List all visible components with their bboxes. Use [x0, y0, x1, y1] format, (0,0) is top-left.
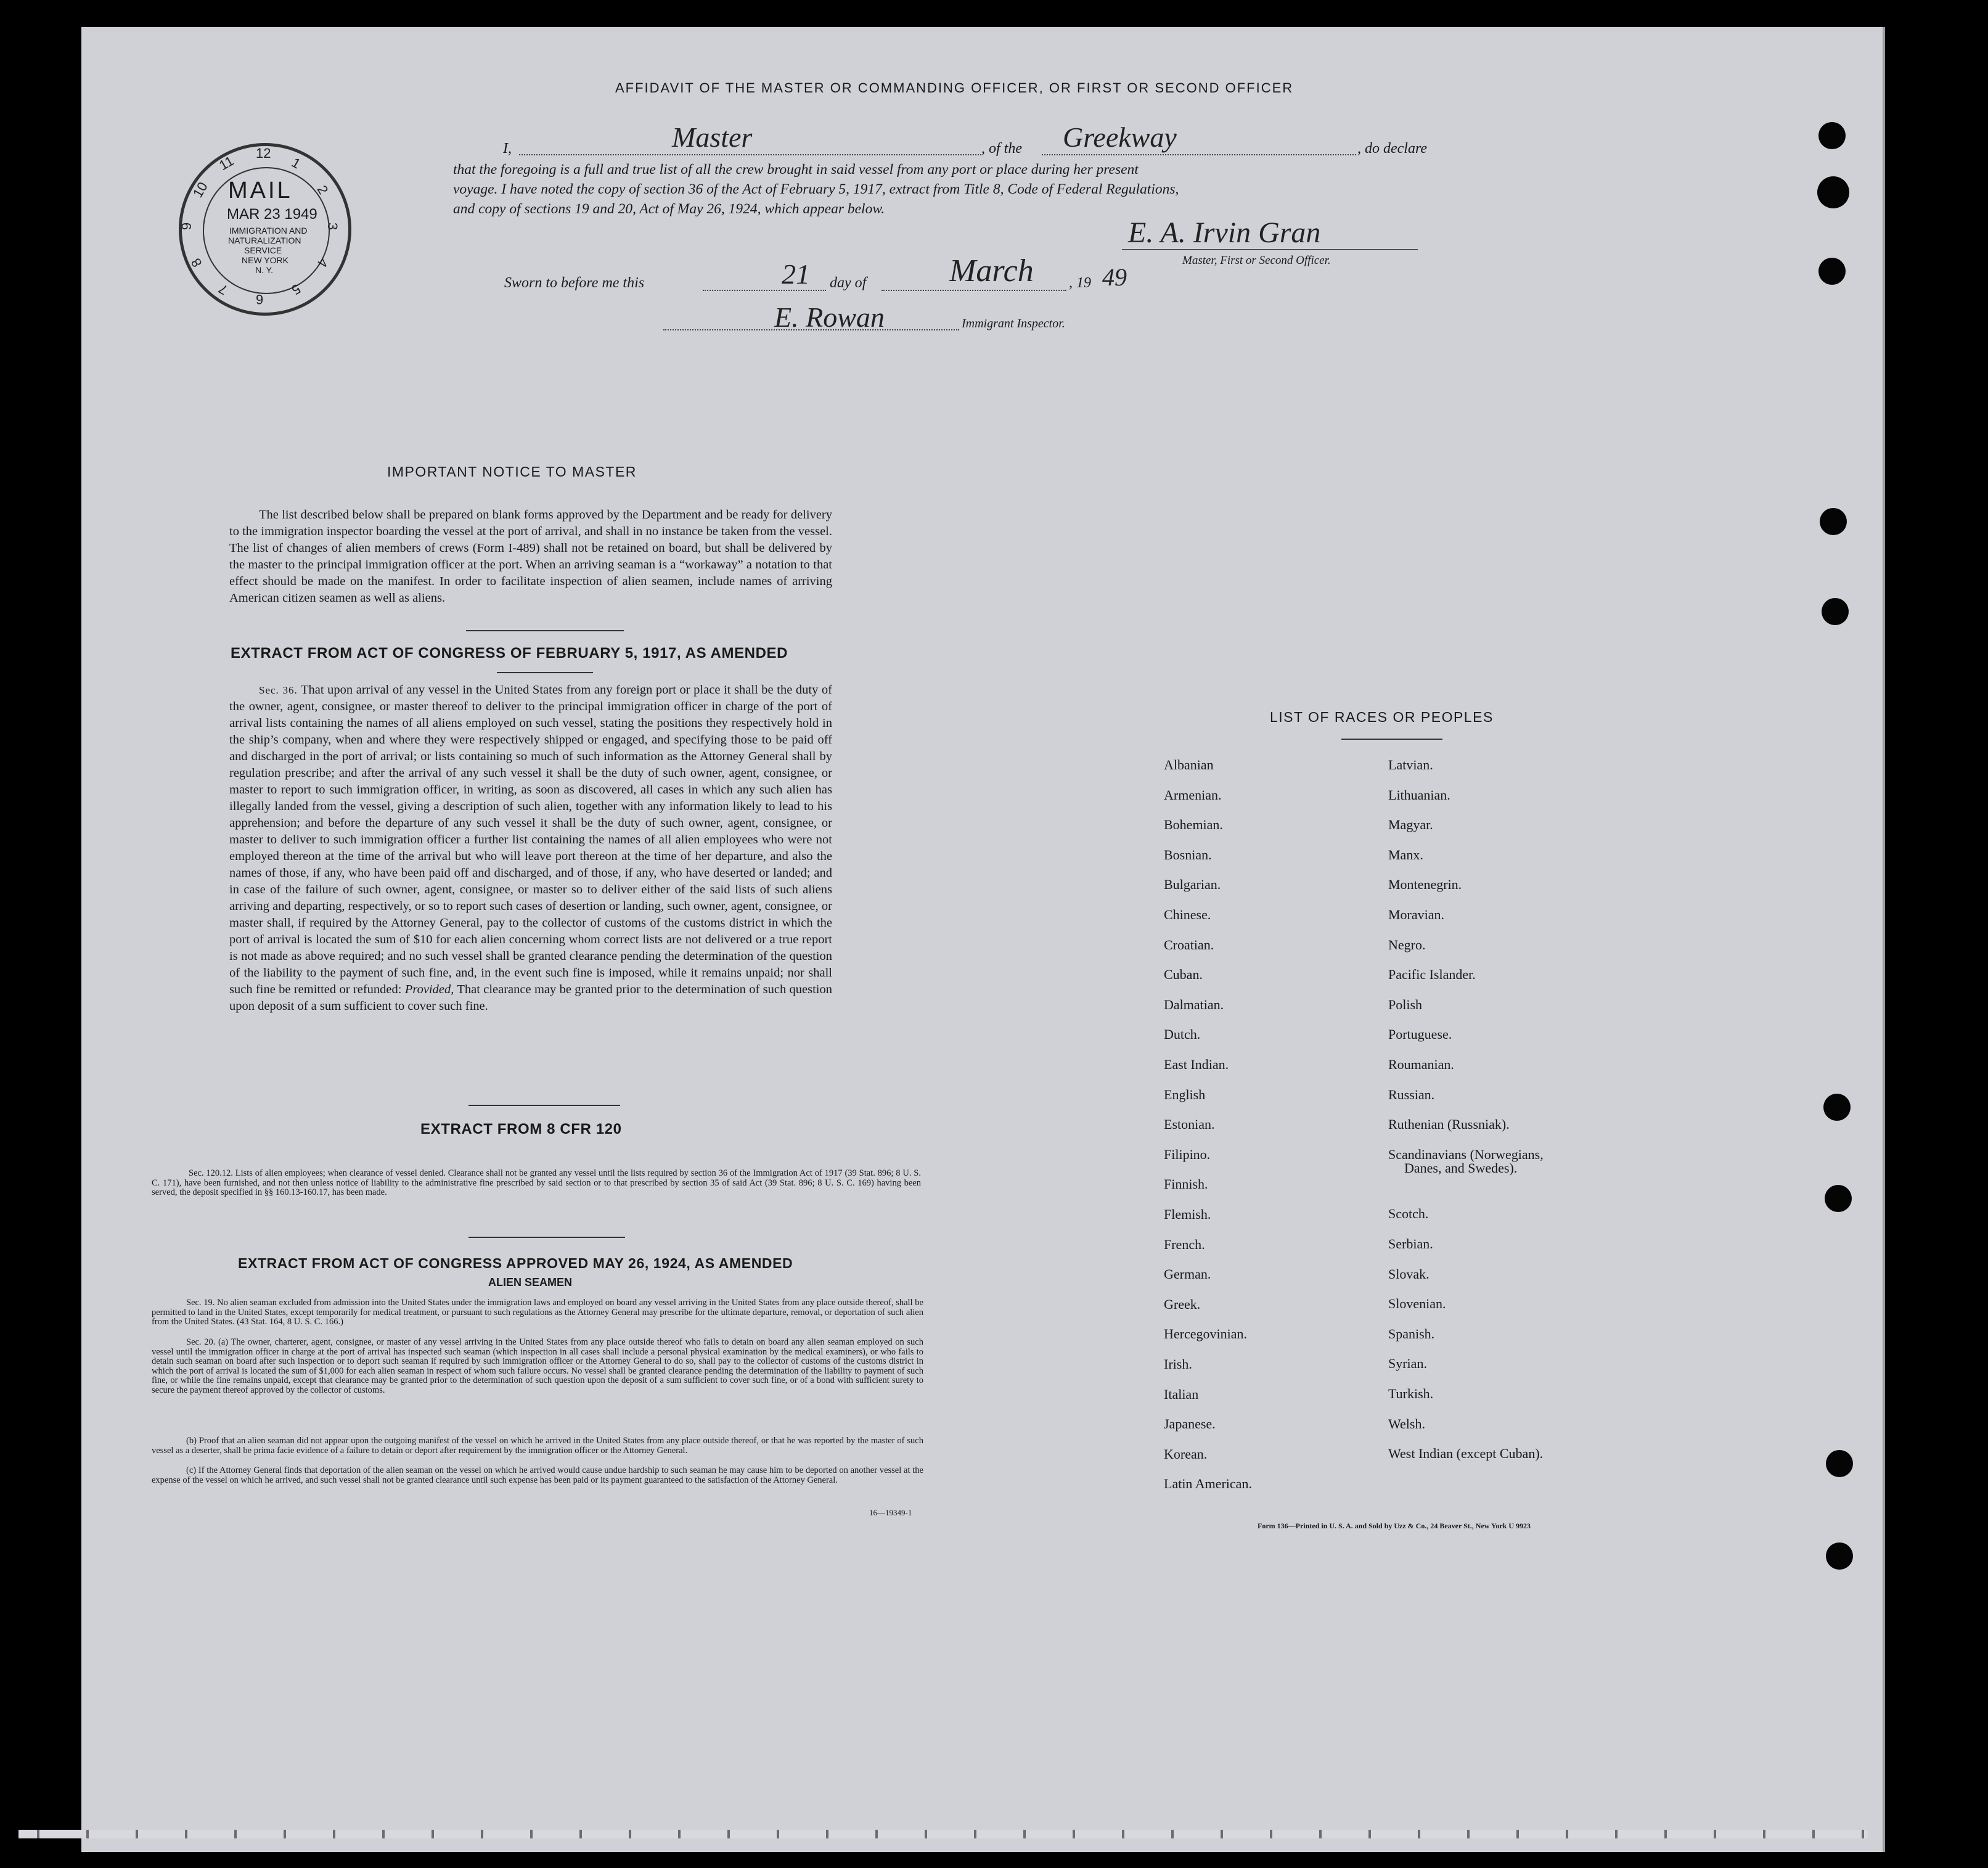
stamp-line1: IMMIGRATION AND — [229, 226, 308, 236]
punch-hole-icon — [1826, 1542, 1853, 1570]
race-item: Spanish. — [1388, 1325, 1435, 1342]
handwritten-vessel: Greekway — [1063, 121, 1177, 153]
race-item: Montenegrin. — [1388, 877, 1462, 893]
sec-36-text-b: That clearance may be granted prior to the determination of such question upon deposit of a sum sufficient to cover such fine. — [229, 983, 833, 1013]
race-item: Armenian. — [1164, 787, 1222, 803]
sec-36-text-a: That upon arrival of any vessel in the United States from any foreign port or place it shall be the duty of the owner, agent, consignee, or master thereof to deliver to the principal immigration officer in charge of the port of arrival lists containing the names of all aliens employed on such vessel, stating the positions they respectively hold in the ship’s company, when and where they were respectively shipped or engaged, and specifying those to be paid off and discharged in the port of arrival; or lists containing so much of such information as the Attorney General shall by regulation prescribe; and after the arrival of any such vessel it shall be the duty of such owner, agent, consignee, or master to report to such immigration officer, in writing, as soon as discovered, all cases in which any such alien has illegally landed from the vessel, giving a description of such alien, together with any information likely to lead to his apprehension; and before the departure of any such vessel it shall be the duty of such owner, agent, consignee, or master to deliver to such immigration officer a further list containing the names of all alien employees who were not employed thereon at the time of the arrival but who will leave port thereon at the time of her departure, and also the names of those, if any, who have been paid off and discharged, and of those, if any, who have deserted or landed; and in case of the failure of such owner, agent, consignee, or master so to deliver either of the said lists of such aliens arriving and departing, respectively, or so to report such cases of desertion or landing, such owner, agent, consignee, or master shall, if required by the Attorney General, pay to the collector of customs of the customs district in which the port of arrival is located the sum of $10 for each alien concerning whom correct lists are not delivered or a true report is not made as above required; and no such vessel shall be granted clearance pending the determination of the question of the liability to the payment of such fine, and, in the event such fine is imposed, while it remains unpaid; nor shall such fine be remitted or refunded: — [229, 683, 832, 996]
race-item: Bulgarian. — [1164, 877, 1221, 893]
divider — [1341, 739, 1442, 740]
extract-1917-body — [229, 682, 832, 1015]
signature-line — [1122, 249, 1418, 250]
extract-1924-subtitle: ALIEN SEAMEN — [488, 1276, 573, 1288]
race-item: Cuban. — [1164, 967, 1203, 983]
divider — [466, 630, 624, 631]
provided-label: Provided, — [404, 983, 454, 996]
race-item: French. — [1164, 1236, 1205, 1252]
affidavit-line1-prefix: I, — [503, 141, 512, 157]
race-item: Pacific Islander. — [1388, 967, 1476, 983]
race-item: Serbian. — [1388, 1236, 1433, 1251]
stamp-digit: 2 — [314, 182, 332, 197]
stamp-line3: SERVICE — [244, 245, 282, 255]
punch-hole-icon — [1818, 258, 1846, 285]
punch-hole-icon — [1823, 1094, 1851, 1121]
affidavit-title: AFFIDAVIT OF THE MASTER OR COMMANDING OFFICER, OR FIRST OR SECOND OFFICER — [615, 80, 1294, 96]
race-item: German. — [1164, 1266, 1211, 1282]
stamp-digit: 6 — [256, 292, 264, 307]
race-item: Manx. — [1388, 846, 1423, 862]
punch-hole-icon — [1820, 508, 1847, 535]
race-item: Bohemian. — [1164, 817, 1223, 833]
handwritten-name: Master — [672, 121, 753, 153]
race-item: Hercegovinian. — [1164, 1326, 1247, 1342]
affidavit-line1-mid: , of the — [981, 141, 1022, 157]
race-item: Flemish. — [1164, 1206, 1211, 1222]
notice-title: IMPORTANT NOTICE TO MASTER — [387, 464, 637, 480]
race-item: Russian. — [1388, 1086, 1435, 1102]
race-item: Magyar. — [1388, 817, 1433, 833]
race-item: Latvian. — [1388, 757, 1433, 772]
sec-36-label: Sec. 36. — [259, 684, 298, 696]
sworn-year-prefix: , 19 — [1069, 275, 1091, 291]
sec-20c-text: (c) If the Attorney General finds that deportation of the alien seaman on the vessel on which he arrived would cause undue hardship to such seaman he may cause him to be deported on another vessel at the expense of the vessel on which he arrived, and such vessel shall not be granted clearance until such expense has been paid or its payment guaranteed to the satisfaction of the Attorney General. — [152, 1465, 923, 1485]
inspector-signature: E. Rowan — [774, 301, 885, 333]
race-item: Greek. — [1164, 1296, 1201, 1312]
punch-hole-icon — [1826, 1450, 1853, 1477]
divider — [497, 672, 593, 673]
race-item: Danes, and Swedes). — [1404, 1160, 1518, 1176]
affidavit-line4: and copy of sections 19 and 20, Act of May 26, 1924, which appear below. — [453, 201, 885, 217]
stamp-digit: 12 — [256, 145, 271, 161]
race-item: Negro. — [1388, 936, 1426, 952]
stamp-word: MAIL — [228, 178, 293, 203]
divider — [468, 1237, 625, 1238]
race-item: Chinese. — [1164, 907, 1211, 922]
punch-hole-icon — [1817, 176, 1849, 208]
name-blank — [519, 154, 981, 155]
race-item: English — [1164, 1086, 1206, 1102]
form-number: 16—19349-1 — [869, 1508, 912, 1517]
extract-1917-title: EXTRACT FROM ACT OF CONGRESS OF FEBRUARY 5, 1917, AS AMENDED — [231, 645, 788, 662]
race-item: Syrian. — [1388, 1356, 1427, 1372]
extract-cfr-body: Sec. 120.12. Lists of alien employees; when clearance of vessel denied. Clearance shall not be granted any vessel until the lists required by section 36 of the Immigration Act of 1917 (39 Stat. 896; 8 U. S. C. 171), have been furnished, and not then unless notice of liability to the administrative fine prescribed by said section or to that prescribed by section 35 of said Act (39 Stat. 896; 8 U. S. C. 169) having been served, the deposit specified in §§ 160.13-160.17, has been made. — [152, 1168, 921, 1197]
stamp-date: MAR 23 1949 — [227, 206, 317, 223]
punch-hole-icon — [1818, 122, 1846, 149]
race-item: Japanese. — [1164, 1416, 1216, 1432]
race-item: Irish. — [1164, 1356, 1192, 1372]
race-item: Lithuanian. — [1388, 787, 1450, 803]
stamp-digit: 9 — [179, 222, 195, 231]
page-edge — [1883, 27, 1885, 1852]
race-item: Scotch. — [1388, 1206, 1429, 1222]
race-item: Roumanian. — [1388, 1057, 1454, 1072]
extract-cfr-title: EXTRACT FROM 8 CFR 120 — [420, 1121, 622, 1137]
race-item: Scandinavians (Norwegians, — [1388, 1146, 1544, 1162]
handwritten-day: 21 — [782, 258, 810, 290]
race-item: Turkish. — [1388, 1386, 1434, 1401]
vessel-blank — [1042, 154, 1356, 155]
stamp-digit: 10 — [189, 179, 211, 200]
race-item: Slovak. — [1388, 1266, 1430, 1282]
race-item: Croatian. — [1164, 936, 1214, 952]
extract-1924-title: EXTRACT FROM ACT OF CONGRESS APPROVED MAY 26, 1924, AS AMENDED — [238, 1255, 793, 1271]
sworn-prefix: Sworn to before me this — [504, 275, 645, 291]
stamp-line4: NEW YORK — [242, 255, 288, 265]
handwritten-month: March — [949, 253, 1034, 289]
master-signature: E. A. Irvin Gran — [1128, 216, 1321, 249]
printer-imprint: Form 136—Printed in U. S. A. and Sold by Uzz & Co., 24 Beaver St., New York U 9923 — [1258, 1522, 1531, 1530]
race-item: Estonian. — [1164, 1116, 1215, 1133]
film-strip-edge — [18, 1830, 1868, 1838]
notice-body: The list described below shall be prepared on blank forms approved by the Department and be ready for delivery to the immigration inspector boarding the vessel at the port of arrival, and shall in no instance be taken from the vessel. The list of changes of alien members of crews (Form I-489) shall not be retained on board, but shall be delivered by the master to the principal immigration officer at the port. When an arriving seaman is a “workaway” a notation to that effect should be made on the manifest. In order to facilitate inspection of alien seamen, include names of arriving American citizen seamen as well as aliens. — [229, 508, 832, 605]
sec-19-text: Sec. 19. No alien seaman excluded from admission into the United States under the immigration laws and employed on board any vessel arriving in the United States from any place outside thereof, shall be permitted to land in the United States, except temporarily for medical treatment, or pursuant to such regulations as the Attorney General may prescribe for the ultimate departure, removal, or deportation of such alien from the United States. (43 Stat. 164, 8 U. S. C. 166.) — [152, 1298, 923, 1327]
race-item: Dalmatian. — [1164, 996, 1224, 1012]
sworn-day-of: day of — [830, 275, 867, 291]
race-item: Latin American. — [1164, 1476, 1252, 1492]
race-item: Finnish. — [1164, 1176, 1208, 1192]
stamp-digit: 5 — [288, 281, 303, 298]
divider — [468, 1105, 620, 1106]
sec-20a-text: Sec. 20. (a) The owner, charterer, agent, consignee, or master of any vessel arriving in the United States from any place outside thereof who fails to detain on board any alien seaman employed on such vessel until the immigration officer in charge at the port of arrival has inspected such seaman (which inspection in all cases shall include a personal physical examination by the medical examiners), or who fails to detain such seaman on board after such inspection or to deport such seaman if required by such immigration officer or the Attorney General to do so, shall pay to the collector of customs of the customs district in which the port of arrival is located the sum of $1,000 for each alien seaman in respect of whom such failure occurs. No vessel shall be granted clearance pending the determination of the liability to payment of such fine, or while the fine remains unpaid, except that clearance may be granted prior to the determination of such question upon the deposit of a sum sufficient to cover such fine, or of a bond with sufficient surety to secure the payment thereof approved by the collector of customs. — [152, 1337, 923, 1395]
inspector-caption: Immigrant Inspector. — [962, 317, 1065, 330]
signature-caption: Master, First or Second Officer. — [1182, 254, 1331, 267]
stamp-line2: NATURALIZATION — [228, 236, 301, 245]
sec-20b-text: (b) Proof that an alien seaman did not appear upon the outgoing manifest of the vessel on which he arrived in the United States from any place outside thereof, or that he was reported by the master of such vessel as a deserter, shall be prima facie evidence of a failure to detain or deport after requirement by the immigration officer or the Attorney General. — [152, 1436, 923, 1456]
stamp-digit: 4 — [314, 255, 332, 270]
stamp-digit: 3 — [325, 222, 341, 231]
race-item: Filipino. — [1164, 1146, 1211, 1162]
race-item: Welsh. — [1388, 1415, 1425, 1432]
month-blank — [882, 290, 1066, 291]
race-item: Italian — [1164, 1386, 1199, 1402]
race-item: West Indian (except Cuban). — [1388, 1446, 1544, 1462]
punch-hole-icon — [1825, 1185, 1852, 1212]
races-title: LIST OF RACES OR PEOPLES — [1270, 709, 1494, 725]
race-item: Portuguese. — [1388, 1026, 1452, 1043]
handwritten-year: 49 — [1102, 263, 1127, 291]
stamp-line5: N. Y. — [255, 265, 274, 275]
stamp-digit: 8 — [187, 255, 205, 270]
affidavit-line1-suffix: , do declare — [1357, 141, 1428, 157]
race-item: Moravian. — [1388, 907, 1445, 922]
stamp-digit: 7 — [216, 281, 231, 298]
race-item: Ruthenian (Russniak). — [1388, 1116, 1510, 1133]
race-item: Albanian — [1164, 757, 1214, 772]
stamp-digit: 1 — [288, 154, 303, 172]
affidavit-line2: that the foregoing is a full and true list of all the crew brought in said vessel from any port or place during her present — [453, 162, 1139, 178]
race-item: Bosnian. — [1164, 846, 1212, 862]
affidavit-line3: voyage. I have noted the copy of section 36 of the Act of February 5, 1917, extract from Title 8, Code of Federal Regulations, — [453, 181, 1179, 197]
race-item: East Indian. — [1164, 1057, 1229, 1072]
stamp-digit: 11 — [216, 152, 237, 173]
race-item: Korean. — [1164, 1446, 1208, 1462]
race-item: Polish — [1388, 996, 1423, 1012]
race-item: Slovenian. — [1388, 1296, 1446, 1312]
race-item: Dutch. — [1164, 1026, 1201, 1043]
punch-hole-icon — [1822, 598, 1849, 625]
